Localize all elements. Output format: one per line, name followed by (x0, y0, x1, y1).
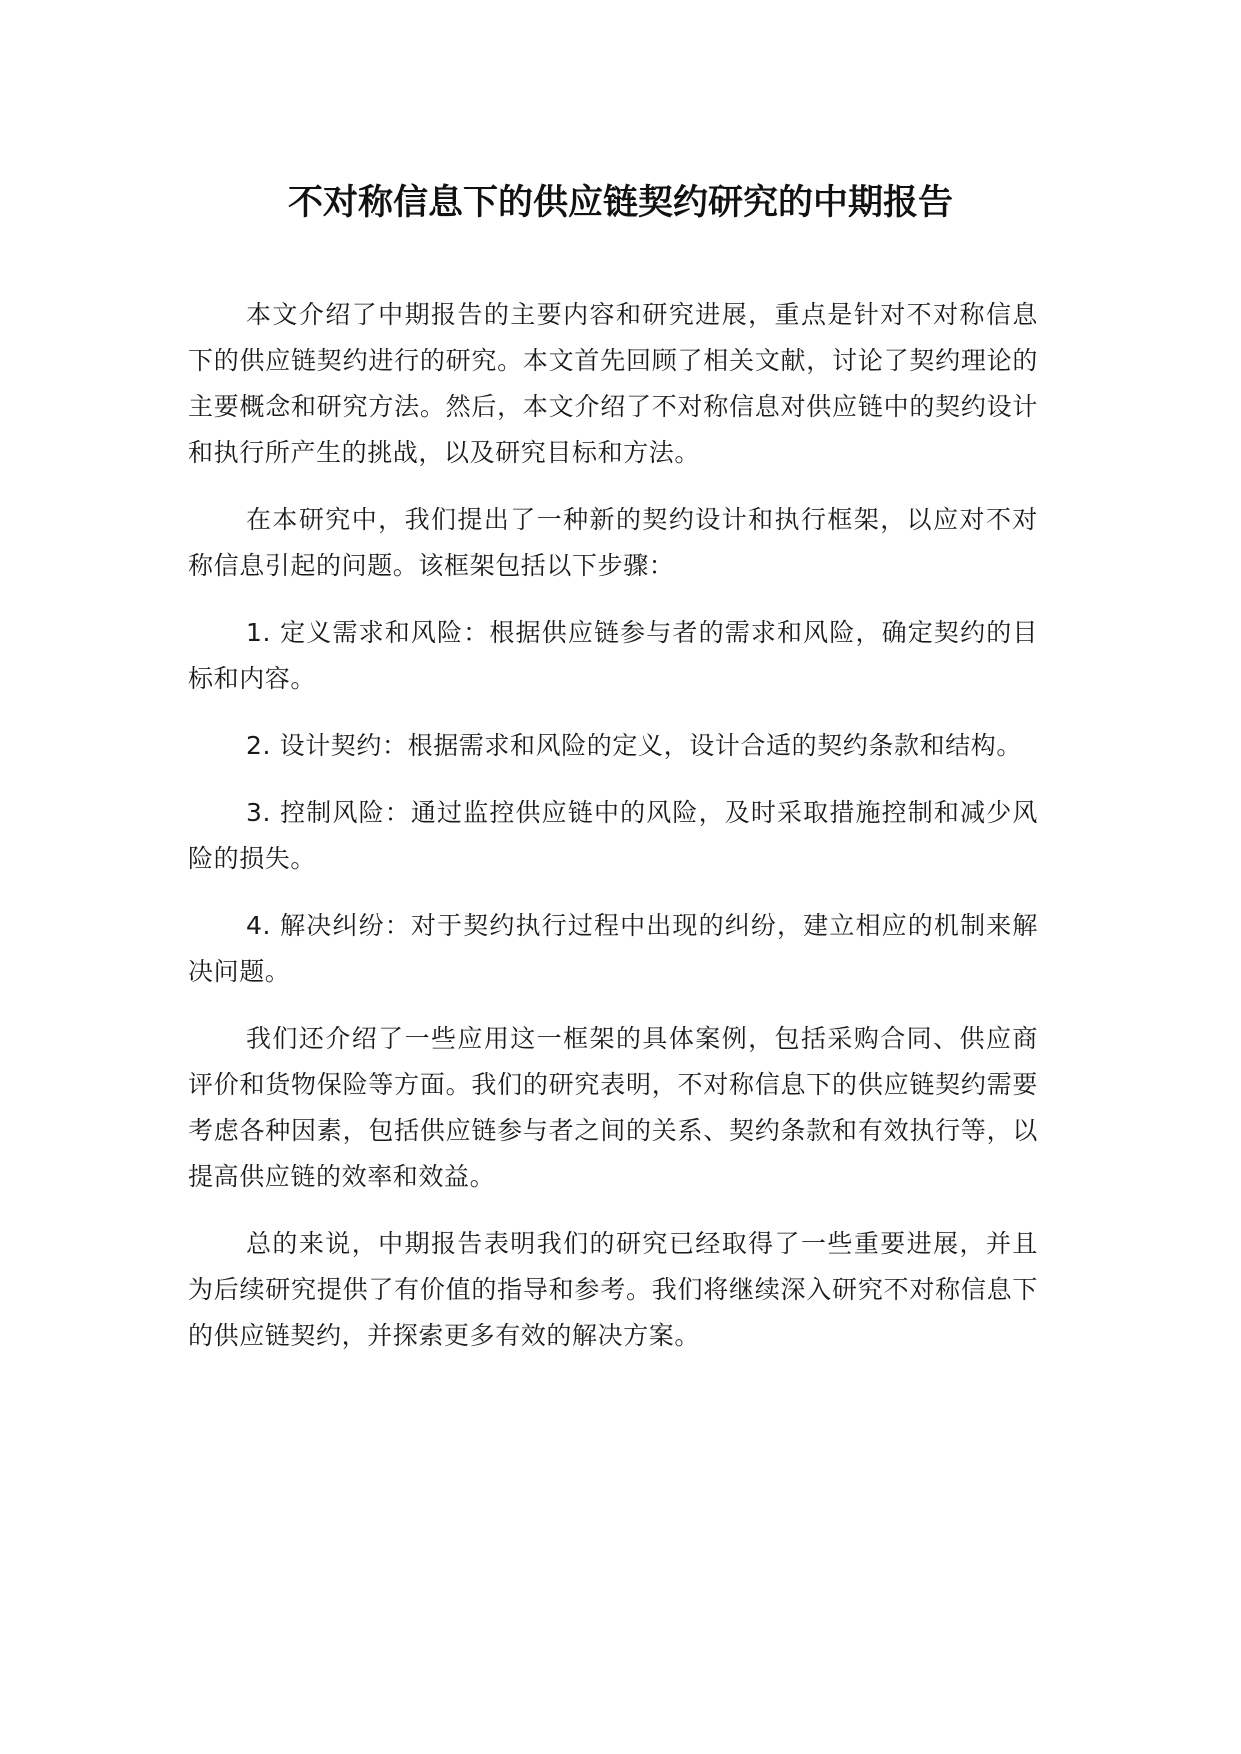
step-3-control-risk: 3. 控制风险：通过监控供应链中的风险，及时采取措施控制和减少风险的损失。 (188, 798, 1038, 873)
paragraph-intro: 本文介绍了中期报告的主要内容和研究进展，重点是针对不对称信息下的供应链契约进行的研究。本文首先回顾了相关文献，讨论了契约理论的主要概念和研究方法。然后，本文介绍了不对称信息对供应链中的契约设计和执行所产生的挑战，以及研究目标和方法。 (188, 300, 1038, 467)
paragraph-cases: 我们还介绍了一些应用这一框架的具体案例，包括采购合同、供应商评价和货物保险等方面。我们的研究表明，不对称信息下的供应链契约需要考虑各种因素，包括供应链参与者之间的关系、契约条款和有效执行等，以提高供应链的效率和效益。 (188, 1024, 1038, 1191)
step-4-resolve-disputes: 4. 解决纠纷：对于契约执行过程中出现的纠纷，建立相应的机制来解决问题。 (188, 911, 1038, 986)
step-1-define-needs-risks: 1. 定义需求和风险：根据供应链参与者的需求和风险，确定契约的目标和内容。 (188, 618, 1038, 693)
document-body (188, 292, 1038, 1380)
document-title: 不对称信息下的供应链契约研究的中期报告 (287, 183, 953, 223)
step-2-design-contract: 2. 设计契约：根据需求和风险的定义，设计合适的契约条款和结构。 (246, 731, 1023, 760)
paragraph-conclusion: 总的来说，中期报告表明我们的研究已经取得了一些重要进展，并且为后续研究提供了有价值的指导和参考。我们将继续深入研究不对称信息下的供应链契约，并探索更多有效的解决方案。 (188, 1229, 1038, 1350)
paragraph-framework: 在本研究中，我们提出了一种新的契约设计和执行框架，以应对不对称信息引起的问题。该框架包括以下步骤： (188, 505, 1038, 580)
